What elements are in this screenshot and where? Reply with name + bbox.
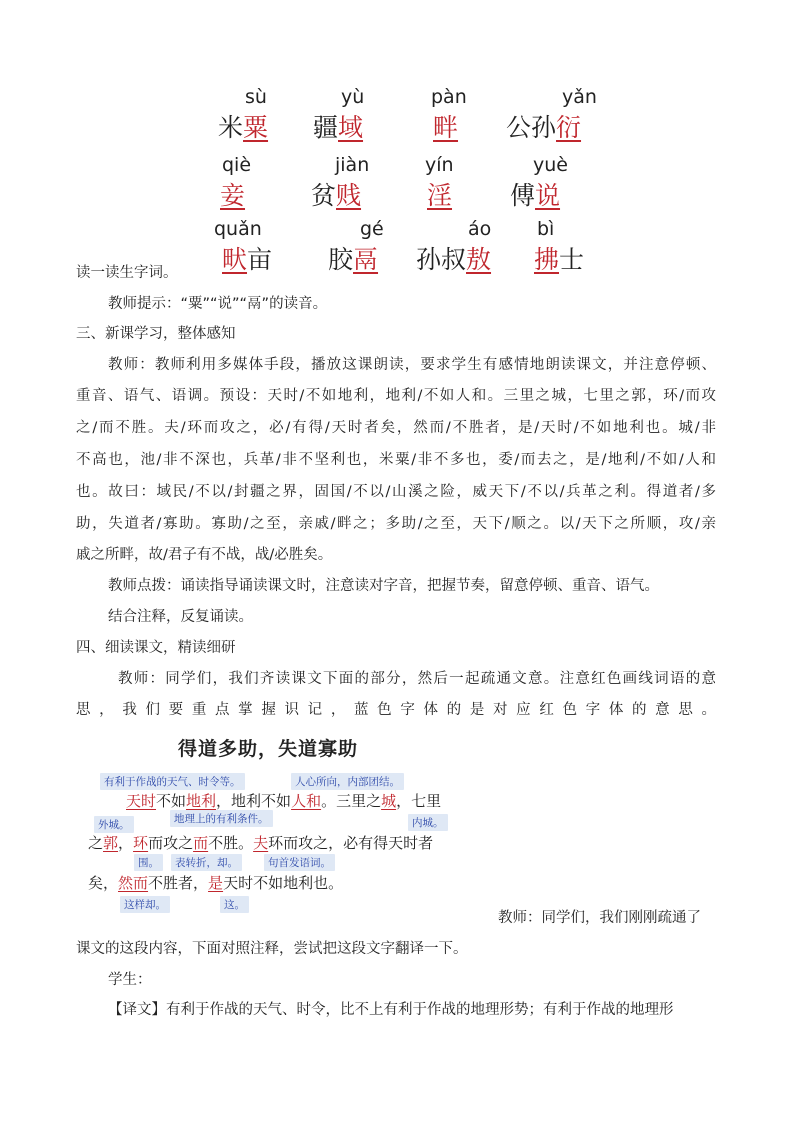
vocab-word: 傅说: [510, 181, 561, 210]
vocab-word: [427, 176, 452, 212]
vocab-word: [433, 108, 458, 144]
pinyin: sù: [245, 86, 267, 108]
passage-title: 得道多助，失道寡助: [178, 738, 359, 760]
section-heading-4: 四、细读课文，精读细研: [76, 640, 236, 656]
highlight-char: 衍: [556, 113, 582, 142]
pinyin: quǎn: [214, 218, 262, 240]
highlight-char: 畔: [433, 113, 459, 142]
highlight-char: 妾: [220, 181, 246, 210]
passage-line-2: 之郭，环而攻之而不胜。夫环而攻之，必有得天时者: [88, 834, 434, 852]
paragraph-line: 重音、语气、语调。预设：天时/不如地利，地利/不如人和。三里之城，七里之郭，环/而攻: [76, 388, 716, 404]
annotation-note: 表转折，却。: [171, 854, 242, 871]
paragraph-line: 助，失道者/寡助。寡助/之至，亲戚/畔之；多助/之至，天下/顺之。以/天下之所顺，攻/亲: [76, 516, 716, 532]
passage-line-3: 矣，然而不胜者，是天时不如地利也。: [88, 874, 344, 892]
teacher-remark: 教师：同学们，我们刚刚疏通了: [498, 910, 701, 926]
pinyin: yuè: [533, 154, 568, 176]
teacher-tip: 教师点拨：诵读指导诵读课文时，注意读对字音，把握节奏，留意停顿、重音、语气。: [108, 578, 659, 594]
annotation-note: 有利于作战的天气、时令等。: [100, 773, 245, 790]
highlight-char: 畎: [222, 245, 248, 274]
annotation-note: 这。: [220, 896, 249, 913]
annotation-note: 外城。: [94, 816, 134, 833]
vocab-word: 孙叔敖: [416, 245, 492, 274]
read-words-line: 读一读生字词。: [76, 265, 178, 281]
vocab-word: 贫贱: [311, 181, 362, 210]
vocab-word: 胶鬲: [328, 245, 379, 274]
teacher-hint: 教师提示：“粟”“说”“鬲”的读音。: [108, 296, 328, 312]
annotation-note: 地理上的有利条件。: [170, 810, 273, 827]
vocab-word: [220, 176, 245, 212]
teacher-tip-2: 结合注释，反复诵读。: [108, 609, 253, 625]
translation-line: [108, 998, 674, 1019]
paragraph-line: 教师：教师利用多媒体手段，播放这课朗读，要求学生有感情地朗读课文，并注意停顿、: [108, 357, 716, 373]
annotation-note: 句首发语词。: [264, 854, 335, 871]
highlight-char: 粟: [243, 113, 269, 142]
pinyin: jiàn: [335, 154, 370, 176]
translation-label: 【译文】: [108, 1002, 166, 1018]
paragraph-line: 之/而不胜。夫/环而攻之，必/有得/天时者矣，然而/不胜者，是/天时/不如地利也。城/非: [76, 420, 716, 436]
vocab-word: 畎亩: [222, 245, 273, 274]
section-heading-3: 三、新课学习，整体感知: [76, 326, 236, 342]
teacher-remark-2: 课文的这段内容，下面对照注释，尝试把这段文字翻译一下。: [76, 941, 468, 957]
highlight-char: 鬲: [353, 245, 379, 274]
paragraph-line: 戚之所畔，故/君子有不战，战/必胜矣。: [76, 547, 333, 563]
highlight-char: 贱: [336, 181, 362, 210]
paragraph-line: 也。故曰：域民/不以/封疆之界，固国/不以/山溪之险，威天下/不以/兵革之利。得道者/多: [76, 484, 716, 500]
pinyin: qiè: [222, 154, 252, 176]
pinyin: bì: [537, 218, 555, 240]
vocab-word: 疆域: [313, 113, 364, 142]
highlight-char: 淫: [427, 181, 453, 210]
pinyin: gé: [360, 218, 384, 240]
pinyin: áo: [468, 218, 492, 240]
student-label: 学生：: [108, 972, 152, 988]
pinyin: yín: [425, 154, 454, 176]
annotation-note: 这样却。: [120, 896, 170, 913]
pinyin: pàn: [431, 86, 467, 108]
highlight-char: 敖: [466, 245, 492, 274]
highlight-char: 域: [338, 113, 364, 142]
paragraph-line: 教师：同学们，我们齐读课文下面的部分，然后一起疏通文意。注意红色画线词语的意: [118, 671, 716, 687]
vocab-word: 米粟: [218, 113, 269, 142]
annotation-note: 围。: [134, 854, 163, 871]
highlight-char: 拂: [534, 245, 560, 274]
paragraph-line: 不高也，池/非不深也，兵革/非不坚利也，米粟/非不多也，委/而去之，是/地利/不如/人和: [76, 452, 716, 468]
paragraph-line: 思，我们要重点掌握识记，蓝色字体的是对应红色字体的意思。: [76, 702, 716, 718]
highlight-char: 说: [535, 181, 561, 210]
pinyin: yǎn: [562, 86, 597, 108]
pinyin: yù: [341, 86, 365, 108]
annotation-note: 人心所向，内部团结。: [291, 773, 404, 790]
vocab-word: 公孙衍: [506, 113, 582, 142]
vocab-word: 拂士: [534, 245, 585, 274]
annotation-note: 内城。: [408, 814, 448, 831]
translation-text: 有利于作战的天气、时令，比不上有利于作战的地理形势；有利于作战的地理形: [166, 1002, 674, 1018]
passage-line-1: 天时不如地利，地利不如人和。三里之城，七里: [126, 792, 442, 810]
